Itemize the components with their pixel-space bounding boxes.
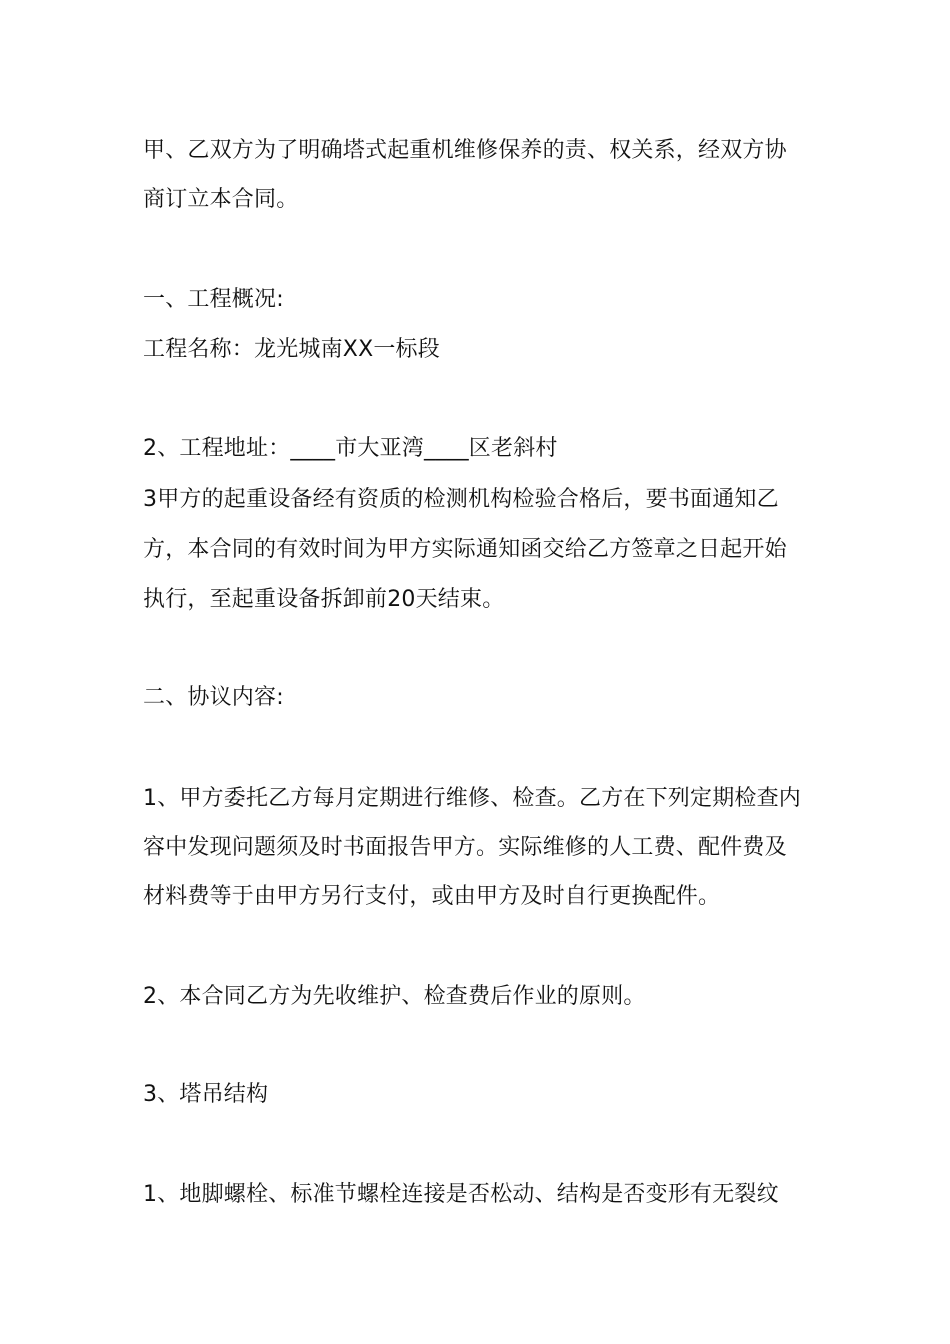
clause-3-line-1: 3甲方的起重设备经有资质的检测机构检验合格后，要书面通知乙 bbox=[143, 487, 779, 512]
section-1-title: 一、工程概况: bbox=[143, 287, 284, 312]
project-name: 工程名称：龙光城南XX一标段 bbox=[143, 337, 440, 362]
clause-3-line-3: 执行，至起重设备拆卸前20天结束。 bbox=[143, 587, 505, 612]
item-1-line-3: 材料费等于由甲方另行支付，或由甲方及时自行更换配件。 bbox=[143, 884, 721, 909]
section-2-title: 二、协议内容: bbox=[143, 685, 284, 710]
item-1-line-2: 容中发现问题须及时书面报告甲方。实际维修的人工费、配件费及 bbox=[143, 835, 787, 860]
intro-line-2: 商订立本合同。 bbox=[143, 187, 299, 212]
item-3-1: 1、地脚螺栓、标准节螺栓连接是否松动、结构是否变形有无裂纹 bbox=[143, 1182, 779, 1207]
item-3: 3、塔吊结构 bbox=[143, 1082, 269, 1107]
item-1-line-1: 1、甲方委托乙方每月定期进行维修、检查。乙方在下列定期检查内 bbox=[143, 786, 801, 811]
project-address: 2、工程地址：____市大亚湾____区老斜村 bbox=[143, 436, 558, 461]
item-2: 2、本合同乙方为先收维护、检查费后作业的原则。 bbox=[143, 984, 646, 1009]
intro-line-1: 甲、乙双方为了明确塔式起重机维修保养的责、权关系，经双方协 bbox=[143, 138, 787, 163]
clause-3-line-2: 方，本合同的有效时间为甲方实际通知函交给乙方签章之日起开始 bbox=[143, 537, 787, 562]
